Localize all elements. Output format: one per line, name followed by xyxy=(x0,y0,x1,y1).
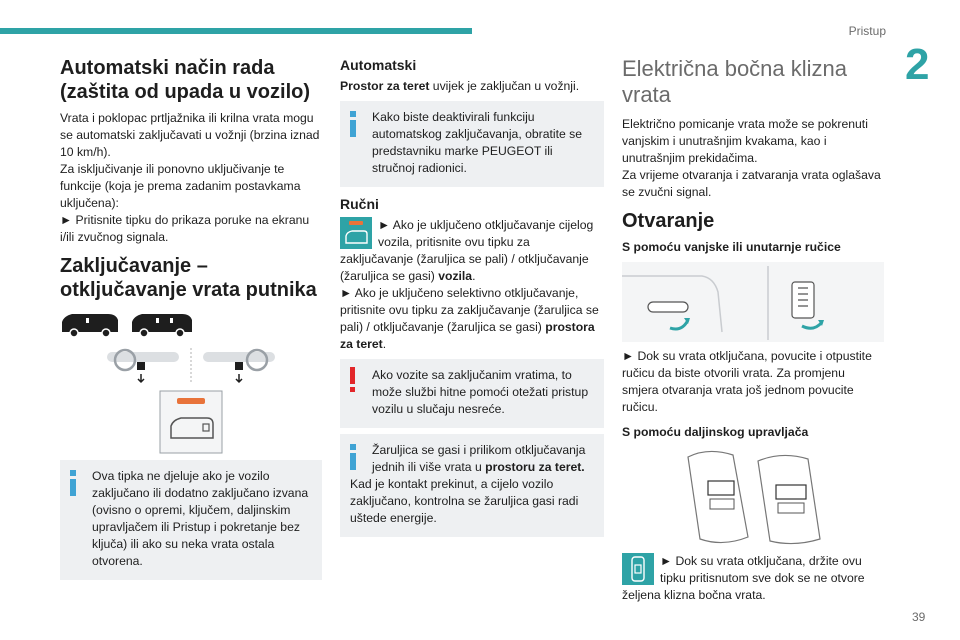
info-light-b: Kad je kontakt prekinut, a cijelo vozilo zaključano, kontrolna se žaruljica gasi radi uštede energije. xyxy=(350,477,579,525)
manual-bold-1: vozila xyxy=(438,269,473,283)
info-text-light xyxy=(350,442,594,476)
heading-auto-mode-line1: Automatski način rada xyxy=(60,57,275,79)
paragraph-manual-cargo xyxy=(340,285,604,353)
paragraph-toggle: Za isključivanje ili ponovno uključivanje te funkcije (koja je prema zadanim postavkama uključena): xyxy=(60,162,301,210)
warning-box xyxy=(340,359,604,428)
dashboard-illustrations xyxy=(60,348,322,384)
manual-end-2: . xyxy=(382,337,387,351)
door-handle-illustration xyxy=(622,262,884,342)
chapter-number: 2 xyxy=(905,40,930,89)
manual-text-2: ► Ako je uključeno selektivno otključavanje, pritisnite ovu tipku za zaključavanje (žaruljica se pali) / otključavanje (žaruljica se gasi) xyxy=(340,286,599,334)
steering-wheel-icon xyxy=(107,348,179,384)
info-icon xyxy=(350,444,356,470)
heading-manual: Ručni xyxy=(340,196,379,212)
paragraph-pull-handle: ► Dok su vrata otključana, povucite i otpustite ručicu da biste otvorili vrata. Za promjenu smjera otvaranja vrata još jednom povucite ručicu. xyxy=(622,349,872,414)
info-icon xyxy=(350,111,356,137)
column-2 xyxy=(340,56,604,537)
info-text: Kako biste deaktivirali funkciju automatskog zaključavanja, obratite se predstavniku marke PEUGEOT ili stručnoj radionici. xyxy=(372,110,583,175)
manual-end-1: . xyxy=(472,269,476,283)
divider xyxy=(189,348,193,384)
heading-passenger-doors: Zaključavanje – otključavanje vrata putnika xyxy=(60,255,317,301)
subheading-handle: S pomoću vanjske ili unutarnje ručice xyxy=(622,240,841,254)
cargo-rest: uvijek je zaključan u vožnji. xyxy=(429,79,580,93)
page-number: 39 xyxy=(912,610,926,624)
heading-opening: Otvaranje xyxy=(622,210,715,232)
warning-icon xyxy=(350,367,356,392)
manual-bold-2: prostora za teret xyxy=(340,320,595,351)
top-accent-bar xyxy=(0,28,472,34)
info-icon xyxy=(70,470,76,496)
cargo-bold: Prostor za teret xyxy=(340,79,430,93)
steering-wheel-icon xyxy=(203,348,275,384)
heading-sliding-doors: Električna bočna klizna vrata xyxy=(622,56,848,107)
paragraph-hold-button: ► Dok su vrata otključana, držite ovu tipku pritisnutom sve dok se ne otvore željena klizna bočna vrata. xyxy=(622,554,865,602)
manual-text-1: ► Ako je uključeno otključavanje cijelog vozila, pritisnite ovu tipku za zaključavanje (žaruljica se pali) / otključavanje (žaruljica se gasi) xyxy=(340,218,594,283)
remote-control-illustration xyxy=(678,447,828,547)
van-icon xyxy=(130,310,194,338)
van-icon xyxy=(60,310,120,338)
info-light-a: Žaruljica se gasi i prilikom otključavanja jednih ili više vrata u xyxy=(372,443,586,474)
paragraph-electric: Električno pomicanje vrata može se pokrenuti vanjskim i unutrašnjim kvakama, kao i unutrašnjim prekidačima. xyxy=(622,117,868,165)
info-box-light xyxy=(340,434,604,537)
heading-automatic: Automatski xyxy=(340,57,417,73)
paragraph-signal: Za vrijeme otvaranja i zatvaranja vrata oglašava se zvučni signal. xyxy=(622,168,881,199)
section-label: Pristup xyxy=(848,24,886,38)
info-text: Ova tipka ne djeluje ako je vozilo zaključano ili dodatno zaključano izvana (ovisno o opremi, ključem, daljinskim upravljačem ili Pristup i pokretanje bez ključa) ili ako su neka vrata ostala otvorena. xyxy=(92,469,309,568)
remote-door-button-icon xyxy=(622,553,654,585)
info-box-passenger xyxy=(60,460,322,580)
column-1 xyxy=(60,56,322,580)
column-3 xyxy=(622,56,884,604)
warning-text: Ako vozite sa zaključanim vratima, to može službi hitne pomoći otežati pristup vozilu u slučaju nesreće. xyxy=(372,368,589,416)
paragraph-press-button: ► Pritisnite tipku do prikaza poruke na ekranu i/ili zvučnog signala. xyxy=(60,213,310,244)
subheading-remote: S pomoću daljinskog upravljača xyxy=(622,425,809,439)
heading-auto-mode-line2: (zaštita od upada u vozilo) xyxy=(60,81,311,103)
info-box-deactivate xyxy=(340,101,604,187)
paragraph-auto-lock: Vrata i poklopac prtljažnika ili krilna vrata mogu se automatski zaključavati u vožnji (brzina iznad 10 km/h). xyxy=(60,111,320,159)
van-illustrations xyxy=(60,310,322,338)
paragraph-manual-vehicle xyxy=(340,217,604,285)
heading-auto-mode xyxy=(60,56,322,104)
info-light-bold: prostoru za teret. xyxy=(485,460,585,474)
paragraph-cargo-locked xyxy=(340,78,604,95)
lock-button-icon xyxy=(340,217,372,249)
lock-button-illustration xyxy=(159,390,223,454)
